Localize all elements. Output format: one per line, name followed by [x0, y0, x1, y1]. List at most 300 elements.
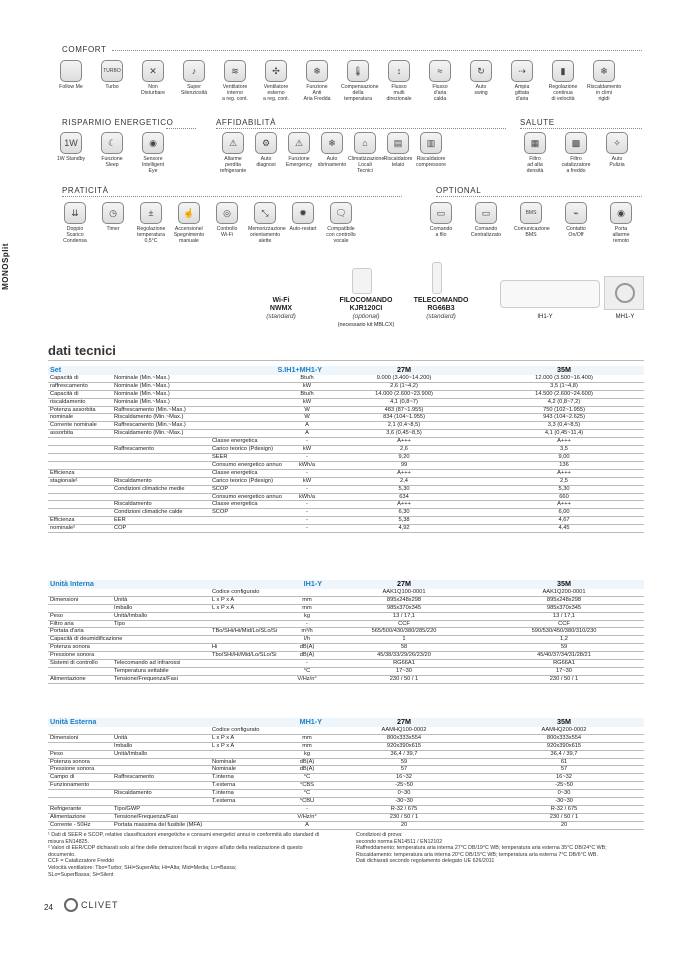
- table-cell: m³/h: [290, 628, 324, 636]
- accessory-filocomando: FILOCOMANDO KJR120CI (optional) (necessario kit MBLCX): [337, 297, 395, 328]
- table-cell: [210, 390, 290, 398]
- table-cell: 4,67: [484, 517, 644, 525]
- table-cell: 2,6 (1~4,2): [324, 382, 484, 390]
- table-row: [48, 675, 644, 683]
- table-cell: AAK1Q100-0001: [324, 589, 484, 596]
- feature-label: Filtro catalizzatore a freddo: [561, 156, 591, 175]
- table-cell: [48, 453, 112, 461]
- feature-label: Non Disturbare: [141, 84, 165, 97]
- table-cell: 9,00: [484, 453, 644, 461]
- table-cell: 985x370x345: [484, 604, 644, 612]
- table-cell: Corrente - 50Hz: [48, 821, 112, 829]
- table-cell: 2,5: [484, 477, 644, 485]
- feature-label: Timer: [106, 226, 120, 232]
- temp-step-feature: [134, 202, 168, 245]
- auto-restart-icon: ✹: [292, 202, 314, 224]
- brand-logo: CLIVET: [64, 898, 119, 912]
- feature-label: Follow Me: [59, 84, 83, 90]
- chassis-heater-icon: ▤: [387, 132, 409, 154]
- table-cell: nominale²: [48, 525, 112, 533]
- table-cell: SCOP: [210, 509, 290, 517]
- table-row: [48, 414, 644, 422]
- table-cell: -30~30: [484, 798, 644, 806]
- table-row: [48, 612, 644, 620]
- table-row: [48, 477, 644, 485]
- table-cell: [48, 604, 112, 612]
- table-row: [48, 774, 644, 782]
- table-cell: R-32 / 675: [324, 805, 484, 813]
- table-cell: Sistemi di controllo: [48, 660, 112, 668]
- feature-label: Riscaldatore telaio: [383, 156, 413, 169]
- table-cell: [48, 509, 112, 517]
- header-cell: MH1-Y: [299, 717, 322, 726]
- speed-feature: [546, 60, 580, 103]
- anti-cold-air-icon: ❄: [306, 60, 328, 82]
- table-cell: Campo di: [48, 774, 112, 782]
- header-cell: Unità Esterna: [50, 717, 97, 726]
- table-cell: °C: [290, 667, 324, 675]
- table-row: [48, 604, 644, 612]
- table-cell: [48, 438, 112, 446]
- feature-label: Flusso d'aria calda: [432, 84, 448, 103]
- optional-heading: OPTIONAL: [436, 186, 482, 195]
- table-cell: [112, 652, 210, 660]
- outdoor-table: [48, 718, 644, 830]
- silent-icon: ♪: [183, 60, 205, 82]
- dati-tecnici-title: dati tecnici: [48, 343, 116, 358]
- air-throw-feature: [505, 60, 539, 103]
- table-cell: 834 (104~1.955): [324, 414, 484, 422]
- wired-controller-image: [352, 268, 372, 294]
- feature-label: Auto Pulizia: [609, 156, 625, 169]
- table-cell: Riscaldamento: [112, 477, 210, 485]
- eye-sensor-icon: ◉: [142, 132, 164, 154]
- table-cell: [210, 813, 290, 821]
- table-cell: Nominale (Min.~Max.): [112, 398, 210, 406]
- feature-label: Auto swing: [474, 84, 488, 97]
- table-cell: 4,1 (0,45~11,4): [484, 430, 644, 438]
- table-cell: [112, 798, 210, 806]
- table-row: [48, 509, 644, 517]
- contact-icon: ⌁: [565, 202, 587, 224]
- table-cell: 45/38/33/29/26/23/20: [324, 652, 484, 660]
- table-cell: Carico teorico (Pdesign): [210, 477, 290, 485]
- louver-memory-icon: ⤡: [254, 202, 276, 224]
- table-cell: [210, 636, 290, 644]
- set-table: [48, 366, 644, 533]
- self-clean-feature: [600, 132, 634, 168]
- table-cell: raffrescamento: [48, 382, 112, 390]
- table-cell: Tensione/Frequenza/Fasi: [112, 675, 210, 683]
- silent-feature: [177, 60, 211, 96]
- table-cell: °C: [290, 790, 324, 798]
- table-cell: Tensione/Frequenza/Fasi: [112, 813, 210, 821]
- feature-label: Funzione Anti Aria Fredda: [303, 84, 331, 103]
- feature-label: Memorizzazione orientamento alette: [248, 226, 286, 245]
- table-cell: 0~30: [484, 790, 644, 798]
- feature-label: Comunicazione BMS: [514, 226, 550, 239]
- table-cell: kW: [290, 398, 324, 406]
- table-cell: -: [290, 660, 324, 668]
- feature-label: Doppio Scarico Condensa: [63, 226, 87, 245]
- table-cell: 920x390x615: [484, 742, 644, 750]
- table-cell: [210, 660, 290, 668]
- table-row: [48, 453, 644, 461]
- table-cell: kW: [290, 446, 324, 454]
- table-cell: -: [290, 453, 324, 461]
- table-cell: -: [290, 805, 324, 813]
- table-cell: [210, 612, 290, 620]
- table-cell: Alimentazione: [48, 675, 112, 683]
- anti-cold-air-feature: [300, 60, 334, 103]
- table-cell: -: [290, 525, 324, 533]
- hd-filter-icon: ▦: [524, 132, 546, 154]
- table-cell: Classe energetica: [210, 469, 290, 477]
- table-cell: Unità: [112, 596, 210, 604]
- table-cell: T.esterna: [210, 798, 290, 806]
- table-cell: [210, 750, 290, 758]
- header-cell: 27M: [397, 365, 411, 374]
- table-cell: mm: [290, 742, 324, 750]
- manual-onoff-icon: ☝: [178, 202, 200, 224]
- feature-label: Accensione/ Spegnimento manuale: [173, 226, 205, 245]
- table-cell: [112, 766, 210, 774]
- louver-memory-feature: [248, 202, 286, 245]
- table-cell: 4,45: [484, 525, 644, 533]
- feature-label: Filtro ad alta densità: [526, 156, 544, 175]
- refrigerant-alarm-icon: ⚠: [222, 132, 244, 154]
- table-cell: 99: [324, 461, 484, 469]
- table-cell: W: [290, 414, 324, 422]
- table-cell: [210, 667, 290, 675]
- table-cell: 483 (87~1.955): [324, 406, 484, 414]
- hd-filter-feature: [518, 132, 552, 175]
- table-cell: AAMHQ200-0002: [484, 727, 644, 734]
- table-cell: [210, 430, 290, 438]
- table-cell: -: [290, 501, 324, 509]
- feature-label: Comando Centralizzato: [470, 226, 502, 239]
- table-cell: Telecomando ad infrarossi: [112, 660, 210, 668]
- table-cell: A+++: [324, 469, 484, 477]
- compressor-heater-feature: [414, 132, 448, 168]
- table-cell: Raffrescamento: [112, 446, 210, 454]
- table-cell: 985x370x345: [324, 604, 484, 612]
- table-cell: 2,4: [324, 477, 484, 485]
- table-cell: R-32 / 675: [484, 805, 644, 813]
- table-cell: [210, 398, 290, 406]
- table-cell: Imballo: [112, 742, 210, 750]
- table-cell: L x P x A: [210, 742, 290, 750]
- table-cell: Hi: [210, 644, 290, 652]
- table-cell: [210, 382, 290, 390]
- voice-icon: 🗨: [330, 202, 352, 224]
- turbo-feature: [95, 60, 129, 90]
- sleep-feature: [95, 132, 129, 168]
- table-cell: 634: [324, 493, 484, 501]
- feature-label: Sensore Intelligent Eye: [141, 156, 165, 175]
- table-cell: Raffrescamento (Min.~Max.): [112, 406, 210, 414]
- table-cell: [48, 790, 112, 798]
- table-cell: Funzionamento: [48, 782, 112, 790]
- table-cell: Efficienza: [48, 517, 112, 525]
- table-row: [48, 438, 644, 446]
- table-row: [48, 766, 644, 774]
- footnotes-left: ¹ Dati di SEER e SCOP, relative classificazioni energetiche e consumi energetici annui in conformità allo standard di misura EN14825. ² Valori di EER/COP dichiarati solo al fine delle detrazioni fiscali in vigore all'atto della realizzazione di questo documento. CCF = Catalizzatore Freddo Velocità ventilatore: Tbo=Turbo; SHi=SuperAlta; Hi=Alta; Mid=Media; Lo=Bassa; SLo=SuperBassa; Si=Silent: [48, 832, 320, 878]
- table-cell: kW: [290, 382, 324, 390]
- auto-restart-feature: [286, 202, 320, 232]
- central-control-feature: [469, 202, 503, 238]
- table-cell: [48, 461, 112, 469]
- table-cell: 136: [484, 461, 644, 469]
- table-cell: 20: [324, 821, 484, 829]
- table-header: [48, 718, 644, 727]
- feature-label: Auto sbrinamento: [317, 156, 347, 169]
- table-cell: nominale: [48, 414, 112, 422]
- header-cell: Set: [50, 365, 62, 374]
- table-cell: [210, 620, 290, 628]
- table-cell: 13 / 17,1: [484, 612, 644, 620]
- table-cell: Unità/Imballo: [112, 750, 210, 758]
- table-cell: Efficienza: [48, 469, 112, 477]
- table-cell: °CBU: [290, 798, 324, 806]
- feature-label: Riscaldatore compressore: [416, 156, 446, 169]
- logo-mark-icon: [64, 898, 78, 912]
- self-clean-icon: ✧: [606, 132, 628, 154]
- side-label: MONOSplit: [0, 243, 10, 290]
- feature-label: Allarme perdita refrigerante: [219, 156, 247, 175]
- table-cell: [112, 493, 210, 501]
- table-cell: -: [290, 469, 324, 477]
- table-cell: 230 / 50 / 1: [324, 675, 484, 683]
- table-row: [48, 493, 644, 501]
- table-cell: A+++: [484, 469, 644, 477]
- drain-feature: [58, 202, 92, 245]
- wifi-icon: ◎: [216, 202, 238, 224]
- table-cell: [112, 438, 210, 446]
- table-cell: Nominale: [210, 758, 290, 766]
- table-cell: 57: [324, 766, 484, 774]
- table-cell: Classe energetica: [210, 438, 290, 446]
- table-cell: 9,20: [324, 453, 484, 461]
- table-cell: 12.000 (3.500~16.400): [484, 375, 644, 382]
- table-cell: Riscaldamento: [112, 501, 210, 509]
- table-cell: dB(A): [290, 652, 324, 660]
- bms-feature: [514, 202, 548, 238]
- outdoor-fan-icon: ✣: [265, 60, 287, 82]
- table-cell: CCF: [324, 620, 484, 628]
- table-row: [48, 821, 644, 829]
- table-cell: Raffrescamento (Min.~Max.): [112, 422, 210, 430]
- table-cell: 800x333x554: [484, 734, 644, 742]
- thermometer-icon: 🌡: [347, 60, 369, 82]
- table-cell: Nominale: [210, 766, 290, 774]
- turbo-icon: TURBO: [101, 60, 123, 82]
- tech-room-feature: [348, 132, 385, 175]
- table-cell: A+++: [484, 438, 644, 446]
- table-cell: Riscaldamento: [112, 790, 210, 798]
- table-cell: riscaldamento: [48, 398, 112, 406]
- table-cell: [112, 628, 210, 636]
- feature-label: Compatibile con controllo vocale: [326, 226, 356, 245]
- table-cell: 59: [484, 644, 644, 652]
- feature-label: Contatto On/Off: [566, 226, 586, 239]
- table-cell: dB(A): [290, 766, 324, 774]
- table-cell: Capacità di deumidificazione: [50, 636, 123, 643]
- table-cell: [210, 406, 290, 414]
- table-cell: Filtro aria: [48, 620, 112, 628]
- table-cell: RG66A1: [324, 660, 484, 668]
- feature-label: Super Silenziosità: [180, 84, 208, 97]
- table-cell: A+++: [324, 438, 484, 446]
- table-cell: Corrente nominale: [48, 422, 112, 430]
- table-row: [48, 660, 644, 668]
- table-row: [48, 596, 644, 604]
- table-row: [48, 382, 644, 390]
- feature-label: Turbo: [105, 84, 119, 90]
- table-cell: 5,30: [484, 485, 644, 493]
- table-cell: 895x248x298: [484, 596, 644, 604]
- table-cell: Portata massima del fusibile (MFA): [112, 821, 210, 829]
- header-cell: S.IH1+MH1-Y: [277, 365, 323, 374]
- risparmio-heading: RISPARMIO ENERGETICO: [62, 118, 174, 127]
- table-cell: 2,1 (0,4~8,5): [324, 422, 484, 430]
- emergency-feature: [282, 132, 316, 168]
- table-cell: Dimensioni: [48, 596, 112, 604]
- table-cell: l/h: [290, 636, 324, 644]
- remote-alarm-feature: [604, 202, 638, 245]
- table-row: [48, 446, 644, 454]
- wifi-feature: [210, 202, 244, 238]
- table-row: [48, 485, 644, 493]
- table-cell: L x P x A: [210, 604, 290, 612]
- table-row: [48, 742, 644, 750]
- table-cell: SEER: [210, 453, 290, 461]
- wired-control-feature: [424, 202, 458, 238]
- table-cell: [48, 589, 112, 596]
- comfort-heading: COMFORT: [62, 45, 107, 54]
- table-cell: -30~30: [324, 798, 484, 806]
- table-cell: 4,92: [324, 525, 484, 533]
- table-header: [48, 580, 644, 589]
- table-cell: Potenza sonora: [48, 644, 112, 652]
- table-cell: CCF: [484, 620, 644, 628]
- table-row: [48, 406, 644, 414]
- table-cell: mm: [290, 604, 324, 612]
- table-cell: 2,6: [324, 446, 484, 454]
- table-cell: 0~30: [324, 790, 484, 798]
- page-number: 24: [44, 903, 53, 912]
- table-cell: 36,4 / 39,7: [484, 750, 644, 758]
- table-cell: [112, 758, 210, 766]
- feature-label: Funzione Emergency: [285, 156, 313, 169]
- table-cell: Alimentazione: [48, 813, 112, 821]
- table-cell: 13 / 17,1: [324, 612, 484, 620]
- table-cell: Potenza assorbita: [48, 406, 112, 414]
- table-cell: V/Hz/n°: [290, 813, 324, 821]
- table-cell: [48, 727, 112, 734]
- manual-onoff-feature: [172, 202, 206, 245]
- table-cell: Temperatura settabile: [112, 667, 210, 675]
- table-cell: Peso: [48, 750, 112, 758]
- header-cell: 35M: [557, 579, 571, 588]
- table-cell: Dimensioni: [48, 734, 112, 742]
- table-cell: Tipo/GWP: [112, 805, 210, 813]
- remote-alarm-icon: ◉: [610, 202, 632, 224]
- table-cell: V/Hz/n°: [290, 675, 324, 683]
- table-cell: A: [290, 430, 324, 438]
- table-cell: [112, 644, 210, 652]
- table-cell: mm: [290, 596, 324, 604]
- eye-sensor-feature: [136, 132, 170, 175]
- auto-swing-feature: [464, 60, 498, 96]
- cold-catalyst-feature: [559, 132, 593, 175]
- table-cell: 4,1 (0,8~7): [324, 398, 484, 406]
- table-cell: A: [290, 821, 324, 829]
- table-cell: Raffrescamento: [112, 774, 210, 782]
- standby-icon: 1W: [60, 132, 82, 154]
- table-cell: W: [290, 406, 324, 414]
- indoor-fan-feature: [218, 60, 252, 103]
- thermometer-feature: [341, 60, 379, 103]
- table-cell: [48, 501, 112, 509]
- divider: [520, 128, 642, 129]
- divider: [216, 128, 506, 129]
- table-row: [48, 652, 644, 660]
- table-cell: AAK1Q200-0001: [484, 589, 644, 596]
- table-row: [48, 517, 644, 525]
- table-cell: [210, 375, 290, 382]
- table-cell: 57: [484, 766, 644, 774]
- feature-label: Ampia gittata d'aria: [514, 84, 530, 103]
- table-cell: 16~32: [324, 774, 484, 782]
- table-cell: 943 (104~2.625): [484, 414, 644, 422]
- table-cell: 920x390x615: [324, 742, 484, 750]
- divider: [436, 196, 642, 197]
- praticita-heading: PRATICITÀ: [62, 186, 109, 195]
- feature-label: Porta allarme remoto: [612, 226, 630, 245]
- footnotes-right: Condizioni di prova: secondo norma EN14511 / EN12102 Raffreddamento: temperatura aria interna 27°C DB/19°C WB; temperatura aria esterna 35°C DB/24°C WB; Riscaldamento: temperatura aria interna 20°C DB/15°C WB; temperatura aria esterna 7°C DB/6°C WB. Dati dichiarati secondo regolamento delegato UE 626/2011: [356, 832, 607, 865]
- table-cell: -: [290, 620, 324, 628]
- table-cell: 45/40/37/34/31/28/21: [484, 652, 644, 660]
- table-cell: 6,00: [484, 509, 644, 517]
- table-row: [48, 589, 644, 596]
- outdoor-unit-label: MH1-Y: [615, 314, 635, 320]
- table-cell: Nominale (Min.~Max.): [112, 382, 210, 390]
- table-cell: 4,2 (0,8~7,2): [484, 398, 644, 406]
- outdoor-unit-image: [604, 276, 644, 310]
- table-cell: EER: [112, 517, 210, 525]
- table-row: [48, 469, 644, 477]
- drain-icon: ⇊: [64, 202, 86, 224]
- table-cell: -25~50: [324, 782, 484, 790]
- feature-label: Controllo Wi-Fi: [216, 226, 238, 239]
- table-cell: 1: [324, 636, 484, 644]
- table-cell: Unità: [112, 734, 210, 742]
- table-cell: 14.500 (2.600~24.600): [484, 390, 644, 398]
- table-cell: A+++: [324, 501, 484, 509]
- header-cell: 27M: [397, 579, 411, 588]
- table-cell: [210, 805, 290, 813]
- emergency-icon: ⚠: [288, 132, 310, 154]
- table-row: [48, 501, 644, 509]
- table-cell: stagionale¹: [48, 477, 112, 485]
- table-cell: [210, 517, 290, 525]
- table-cell: T.interna: [210, 774, 290, 782]
- table-cell: 895x248x298: [324, 596, 484, 604]
- hand-remote-icon: [60, 60, 82, 82]
- table-cell: AAMHQ100-0002: [324, 727, 484, 734]
- table-cell: [210, 422, 290, 430]
